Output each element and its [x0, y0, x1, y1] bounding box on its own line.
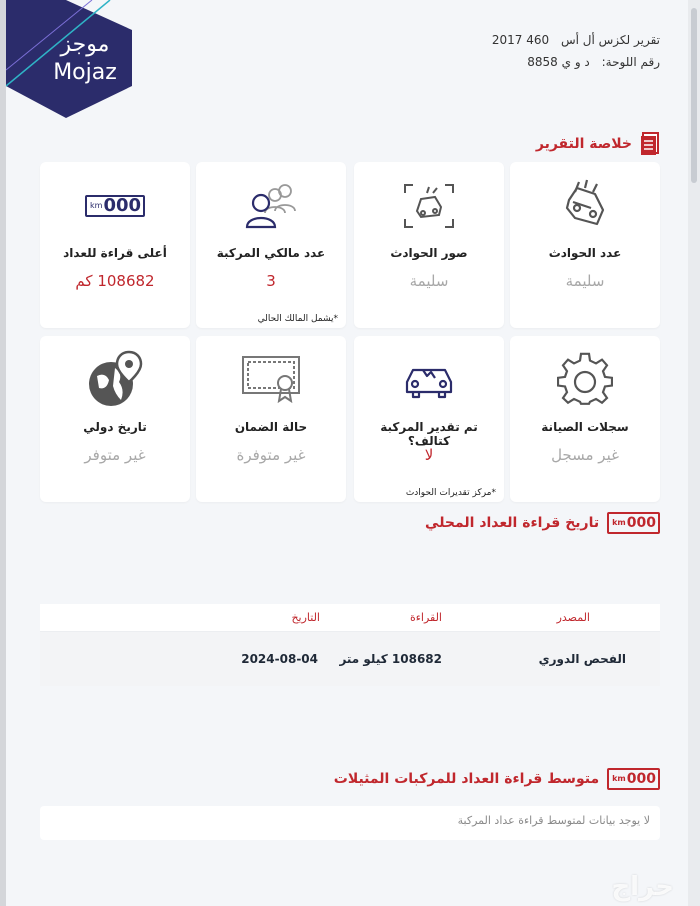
- report-document-icon: [640, 132, 660, 156]
- vertical-scrollbar[interactable]: [688, 0, 700, 906]
- card-accident-photos: [354, 162, 504, 328]
- globe-location-icon: [85, 350, 145, 410]
- card-value: 3: [266, 272, 276, 290]
- card-accidents-count: [510, 162, 660, 328]
- card-value: سليمة: [409, 272, 449, 290]
- accident-photo-icon: [401, 181, 457, 231]
- crashed-car-icon: [557, 178, 613, 234]
- watermark-logo: حراج: [611, 872, 674, 902]
- card-value: غير متوفر: [84, 446, 146, 464]
- logo-text-english: Mojaz: [53, 60, 117, 85]
- logo-text-arabic: موجز: [60, 32, 110, 57]
- scrollbar-thumb[interactable]: [691, 8, 697, 183]
- card-owners-count: [196, 162, 346, 328]
- card-warranty-status: [196, 336, 346, 502]
- similar-average-empty-state: لا يوجد بيانات لمتوسط قراءة عداد المركبة: [40, 806, 660, 840]
- report-header: [492, 32, 660, 76]
- logo-hexagon-icon: [6, 0, 136, 118]
- card-label: سجلات الصيانة: [541, 420, 629, 434]
- card-total-loss: [354, 336, 504, 502]
- card-value: لا: [424, 446, 434, 464]
- plate-value: د و ي 8858: [527, 55, 590, 69]
- card-label: أعلى قراءة للعداد: [63, 246, 167, 260]
- column-header-date: التاريخ: [291, 611, 320, 624]
- odometer-history-table: [40, 604, 660, 686]
- summary-title-text: خلاصة التقرير: [535, 136, 632, 152]
- card-value: غير متوفرة: [236, 446, 306, 464]
- odometer-icon: 000 km: [85, 195, 145, 217]
- gear-icon: [557, 352, 613, 408]
- report-title-label: تقرير لكزس أل أس: [560, 33, 660, 47]
- column-header-reading: القراءة: [409, 611, 442, 624]
- card-value: غير مسجل: [551, 446, 619, 464]
- card-note: *يشمل المالك الحالي: [257, 314, 338, 324]
- card-label: تاريخ دولي: [83, 420, 147, 434]
- card-international-history: [40, 336, 190, 502]
- mojaz-logo: [6, 0, 136, 118]
- card-value: 108682 كم: [75, 272, 155, 290]
- card-label: تم تقدير المركبة كتالف؟: [380, 420, 478, 448]
- report-title-value: 460 2017: [491, 33, 550, 47]
- cell-date: 2024-08-04: [241, 652, 318, 666]
- similar-average-title-text: متوسط قراءة العداد للمركبات المثيلات: [333, 771, 600, 787]
- card-value: سليمة: [565, 272, 605, 290]
- cell-reading: 108682 كيلو متر: [339, 652, 442, 666]
- card-label: عدد الحوادث: [548, 246, 622, 260]
- card-label: صور الحوادث: [390, 246, 468, 260]
- card-highest-odometer: [40, 162, 190, 328]
- odometer-icon: 000 km: [607, 512, 660, 534]
- column-header-source: المصدر: [556, 611, 590, 624]
- card-label: عدد مالكي المركبة: [216, 246, 326, 260]
- warranty-certificate-icon: [241, 355, 301, 405]
- summary-section-title: [536, 132, 660, 156]
- plate-label: رقم اللوحة:: [601, 55, 660, 69]
- report-page: [6, 0, 688, 906]
- damaged-car-icon: [401, 360, 457, 400]
- card-label: حالة الضمان: [234, 420, 308, 434]
- local-odometer-section-title: [425, 512, 660, 534]
- card-maintenance-records: [510, 336, 660, 502]
- local-odometer-title-text: تاريخ قراءة العداد المحلي: [425, 515, 600, 531]
- owners-icon: [241, 181, 301, 231]
- card-note: *مركز تقديرات الحوادث: [405, 488, 496, 498]
- similar-average-section-title: [334, 768, 660, 790]
- odometer-icon: 000 km: [607, 768, 660, 790]
- table-row: [40, 632, 660, 686]
- cell-source: الفحص الدوري: [538, 652, 626, 666]
- table-header-row: [40, 604, 660, 632]
